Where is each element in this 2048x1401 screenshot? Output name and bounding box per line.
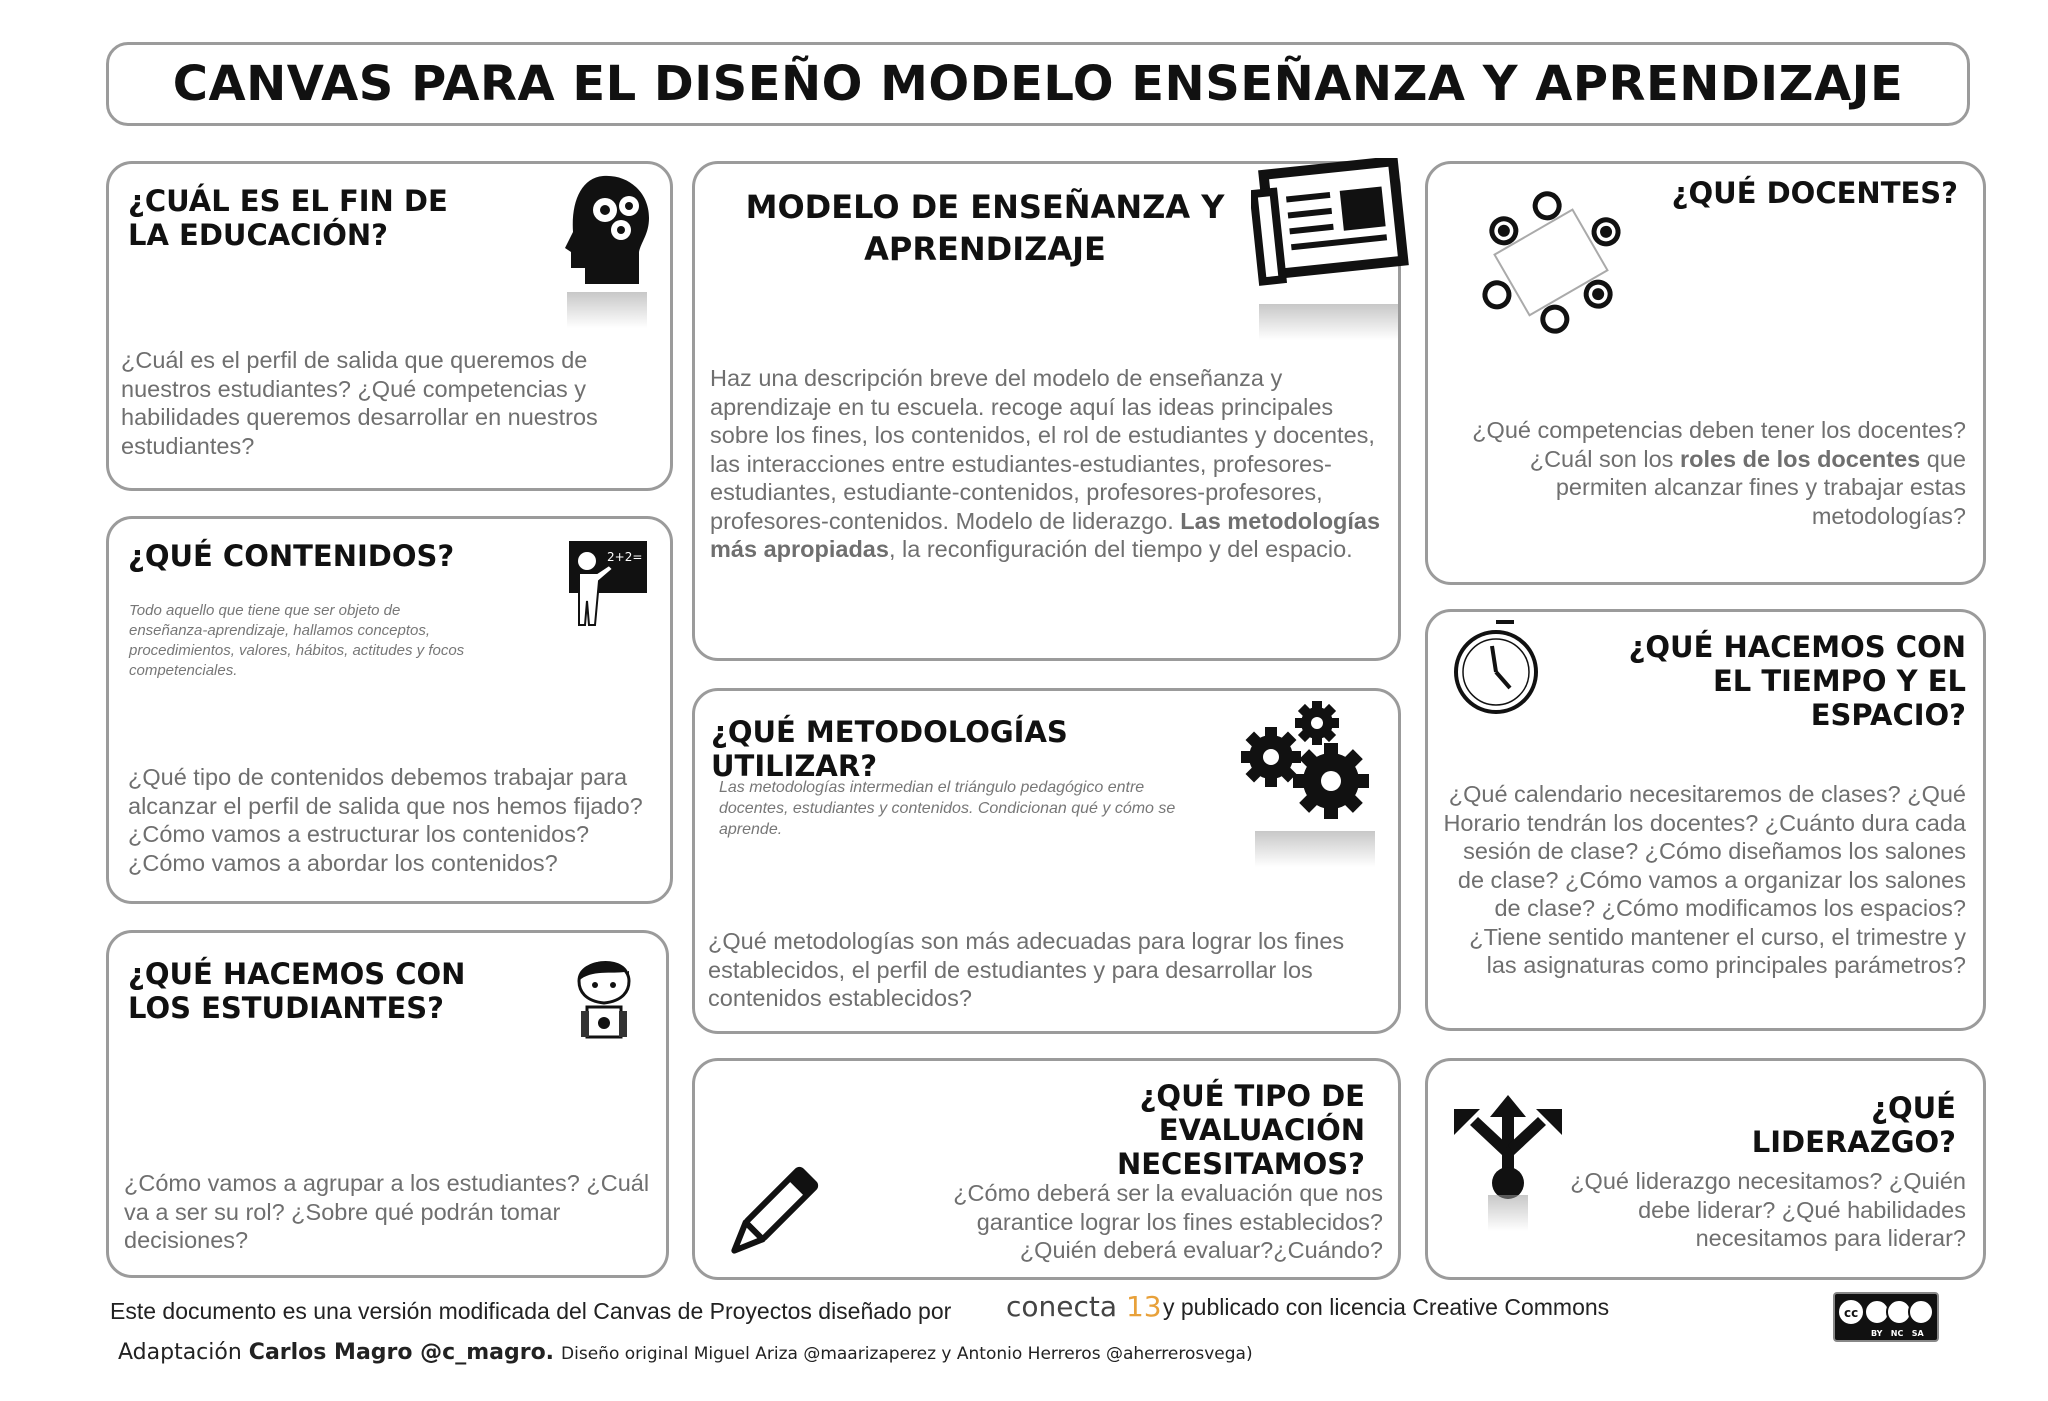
card-contenidos: [106, 516, 673, 904]
student-icon: [571, 951, 637, 1051]
footer-adaptacion-label: Adaptación: [118, 1340, 242, 1365]
contenidos-questions: ¿Qué tipo de contenidos debemos trabajar para alcanzar el perfil de salida que nos hemos fijado? ¿Cómo vamos a estructurar los contenidos? ¿Cómo vamos a abordar los contenidos?: [128, 764, 643, 876]
head-reflection: [567, 292, 647, 328]
conecta-logo-text: conecta: [1006, 1290, 1118, 1323]
tiempo-heading: ¿QUÉ HACEMOS CON EL TIEMPO Y EL ESPACIO?: [1628, 630, 1966, 732]
contenidos-heading: ¿QUÉ CONTENIDOS?: [128, 539, 455, 573]
tiempo-questions: ¿Qué calendario necesitaremos de clases? ¿Qué Horario tendrán los docentes? ¿Cuánto dura cada sesión de clase? ¿Cómo diseñamos los salones de clase? ¿Cómo vamos a organizar los salones de clase? ¿Cómo modificamos los espacios? ¿Tiene sentido mantener el curso, el trimestre y las asignaturas como principales parámetros?: [1443, 781, 1966, 978]
teacher-blackboard-icon: [565, 539, 651, 627]
cc-license-text: BY NC SA: [1871, 1329, 1924, 1338]
modelo-text: [710, 364, 1390, 564]
conecta-logo: [1006, 1290, 1162, 1323]
fin-heading: ¿CUÁL ES EL FIN DE LA EDUCACIÓN?: [128, 184, 448, 252]
gears-icon: [1231, 693, 1381, 823]
newspaper-reflection: [1259, 304, 1399, 340]
head-gears-icon: [563, 172, 653, 287]
arrows-reflection: [1488, 1195, 1528, 1231]
cc-badge-graphic: [1835, 1294, 1937, 1340]
page-title: CANVAS PARA EL DISEÑO MODELO ENSEÑANZA Y APRENDIZAJE: [172, 56, 1904, 112]
pencil-icon: [719, 1161, 819, 1271]
team-table-icon: [1464, 184, 1634, 334]
fin-questions: ¿Cuál es el perfil de salida que queremos de nuestros estudiantes? ¿Qué competencias y habilidades queremos desarrollar en nuestros estudiantes?: [121, 347, 598, 459]
metodologias-questions: ¿Qué metodologías son más adecuadas para lograr los fines establecidos, el perfil de estudiantes y para desarrollar los contenidos establecidos?: [708, 928, 1345, 1011]
footer-adaptation: [118, 1340, 1253, 1365]
blackboard-text: 2+2=: [607, 550, 643, 564]
title-box: [106, 42, 1970, 126]
footer-license-text: y publicado con licencia Creative Commons: [1163, 1294, 1610, 1320]
docentes-questions: [1448, 416, 1966, 530]
modelo-heading: MODELO DE ENSEÑANZA Y APRENDIZAJE: [745, 188, 1225, 268]
contenidos-note: Todo aquello que tiene que ser objeto de enseñanza-aprendizaje, hallamos conceptos, procedimientos, valores, hábitos, actitudes y focos competenciales.: [129, 602, 465, 679]
modelo-text-bold: Las metodologías más apropiadas: [710, 507, 1381, 562]
clock-icon: [1452, 618, 1542, 718]
card-estudiantes: [106, 930, 669, 1278]
estudiantes-heading: ¿QUÉ HACEMOS CON LOS ESTUDIANTES?: [128, 957, 466, 1025]
footer-author: Carlos Magro @c_magro.: [248, 1340, 555, 1365]
liderazgo-heading: ¿QUÉ LIDERAZGO?: [1751, 1091, 1956, 1159]
card-docentes: [1425, 161, 1986, 585]
docentes-q-part2: que permiten alcanzar fines y trabajar estas metodologías?: [1555, 445, 1966, 529]
docentes-heading: ¿QUÉ DOCENTES?: [1671, 176, 1958, 210]
newspaper-icon: [1251, 158, 1411, 288]
footer-original-design: Diseño original Miguel Ariza @maarizaperez y Antonio Herreros @aherrerosvega): [561, 1344, 1253, 1364]
cc-by-nc-sa-icon: [1833, 1292, 1939, 1342]
evaluacion-questions: ¿Cómo deberá ser la evaluación que nos garantice lograr los fines establecidos? ¿Quién deberá evaluar?¿Cuándo?: [953, 1180, 1383, 1263]
card-tiempo: [1425, 609, 1986, 1031]
modelo-text-part2: , la reconfiguración del tiempo y del espacio.: [888, 536, 1353, 562]
conecta-logo-number: 13: [1125, 1290, 1162, 1323]
estudiantes-questions: ¿Cómo vamos a agrupar a los estudiantes? ¿Cuál va a ser su rol? ¿Sobre qué podrán tomar decisiones?: [124, 1170, 650, 1253]
modelo-text-part1: Haz una descripción breve del modelo de enseñanza y aprendizaje en tu escuela. recoge aquí las ideas principales sobre los fines, los contenidos, el rol de estudiantes y docentes, las interacciones entre estudiantes-estudiantes, profesores-estudiantes, estudiante-contenidos, profesores-profesores, profesores-contenidos. Modelo de liderazgo.: [710, 365, 1375, 534]
card-modelo: [692, 161, 1401, 661]
gears-reflection: [1255, 831, 1375, 867]
metodologias-note: Las metodologías intermedian el triángulo pedagógico entre docentes, estudiantes y contenidos. Condicionan qué y cómo se aprende.: [719, 779, 1176, 838]
docentes-q-part1: ¿Qué competencias deben tener los docentes? ¿Cuál son los: [1472, 417, 1966, 472]
docentes-q-bold: roles de los docentes: [1679, 445, 1921, 472]
card-evaluacion: [692, 1058, 1401, 1280]
card-liderazgo: [1425, 1058, 1986, 1280]
metodologias-heading: ¿QUÉ METODOLOGÍAS UTILIZAR?: [711, 715, 1068, 783]
liderazgo-questions: ¿Qué liderazgo necesitamos? ¿Quién debe liderar? ¿Qué habilidades necesitamos para liderar?: [1570, 1168, 1966, 1251]
svg-text:cc: cc: [1844, 1306, 1859, 1320]
card-metodologias: [692, 688, 1401, 1034]
card-fin: [106, 161, 673, 491]
footer-credit-text: Este documento es una versión modificada del Canvas de Proyectos diseñado por: [110, 1298, 952, 1324]
evaluacion-heading: ¿QUÉ TIPO DE EVALUACIÓN NECESITAMOS?: [1116, 1079, 1365, 1181]
